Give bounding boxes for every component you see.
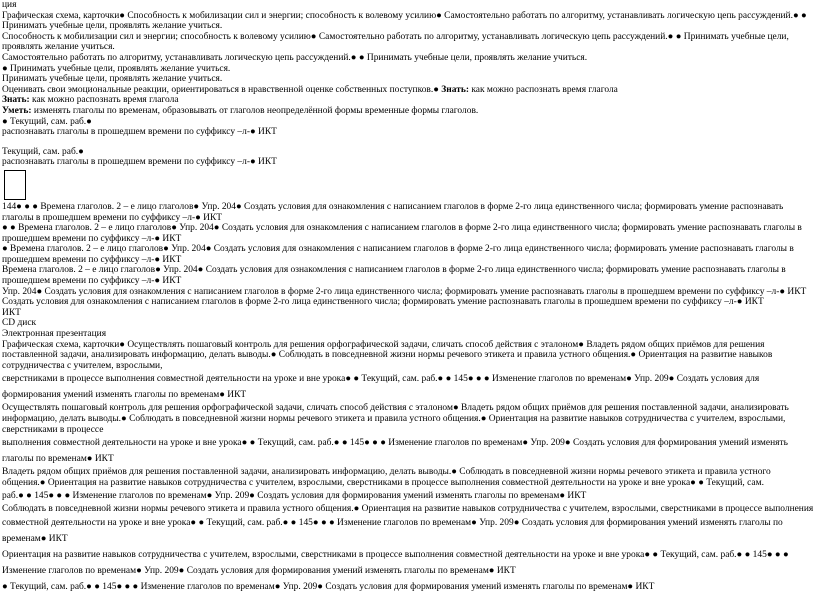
text-line: Графическая схема, карточки● Осуществлять пошаговый контроль для решения орфографической задачи, сличать способ действия с эталоном● Владеть рядом общих приёмов для решения поставленной задачи, анализировать информацию, делать выводы.● Соблюдать в повседневной жизни нормы речевого этикета и правила устного общения.● Ориентация на развитие навыков сотрудничества с учителем, взрослыми, — [2, 339, 773, 371]
text-line: ● Текущий, сам. раб.● ● 145● ● ● Изменение глаголов по временам● Упр. 209● Создать условия для формирования умений изменять глаголы по временам● ИКТ — [2, 581, 655, 592]
znat-label: Знать: — [2, 95, 30, 106]
text-line: Способность к мобилизации сил и энергии; способность к волевому усилию● Самостоятельно работать по алгоритму, устанавливать логическую цепь рассуждений.● ● Принимать учебные цели, проявлять желание учиться. — [2, 31, 789, 53]
text-line: Принимать учебные цели, проявлять желание учиться. — [2, 74, 223, 85]
text-line: Текущий, сам. раб.● — [2, 146, 84, 157]
text-line: ИКТ — [2, 307, 21, 318]
text-line: совместной деятельности на уроке и вне урока● ● Текущий, сам. раб.● ● 145● ● ● Изменение глаголов по временам● Упр. 209● Создать условия для формирования умений изменять глаголы по временам● ИКТ — [2, 517, 783, 544]
text-line: Соблюдать в повседневной жизни нормы речевого этикета и правила устного общения.● Ориентация на развитие навыков сотрудничества с учителем, взрослыми, сверстниками в процессе выполнения — [2, 504, 814, 515]
text-line: CD диск — [2, 318, 37, 329]
umet-label: Уметь: — [2, 105, 32, 116]
empty-cell-box — [4, 170, 26, 200]
text-line: сверстниками в процессе выполнения совместной деятельности на уроке и вне урока● ● Текущий, сам. раб.● ● 145● ● ● Изменение глаголов по временам● Упр. 209● Создать условия для формирования умений изменять глаголы по временам● ИКТ — [2, 374, 760, 401]
text-line: распознавать глаголы в прошедшем времени по суффиксу –л-● ИКТ — [2, 157, 277, 168]
znat-text: как можно распознать время глагола — [29, 95, 179, 106]
text-line: Создать условия для ознакомления с написанием глаголов в форме 2-го лица единственного числа; формировать умение распознавать глаголы в прошедшем времени по суффиксу –л-● ИКТ — [2, 297, 764, 308]
text-line: распознавать глаголы в прошедшем времени по суффиксу –л-● ИКТ — [2, 127, 277, 138]
text-line: раб.● ● 145● ● ● Изменение глаголов по временам● Упр. 209● Создать условия для формирования умений изменять глаголы по временам● ИКТ — [2, 491, 587, 502]
text-line: Самостоятельно работать по алгоритму, устанавливать логическую цепь рассуждений.● ● Принимать учебные цели, проявлять желание учиться. — [2, 52, 588, 63]
text-line: Владеть рядом общих приёмов для решения поставленной задачи, анализировать информацию, делать выводы.● Соблюдать в повседневной жизни нормы речевого этикета и правила устного общения.● Ориентация на развитие навыков сотрудничества с учителем, взрослыми, сверстниками в процессе выполнения совместной деятельности на уроке и вне урока● ● Текущий, сам. — [2, 467, 771, 488]
text-fragment: Оценивать свои эмоциональные реакции, ориентироваться в нравственной оценке собственных поступков.● — [2, 84, 439, 95]
znat-inline-label: Знать: — [441, 84, 469, 95]
text-line: Ориентация на развитие навыков сотрудничества с учителем, взрослыми, сверстниками в процессе выполнения совместной деятельности на уроке и вне урока● ● Текущий, сам. раб.● ● 145● ● ● Изменение глаголов по временам● Упр. 209● Создать условия для формирования умений изменять глаголы по временам● ИКТ — [2, 549, 789, 576]
znat-line — [2, 95, 814, 106]
text-line: ● Текущий, сам. раб.● — [2, 116, 92, 127]
text-line: выполнения совместной деятельности на уроке и вне урока● ● Текущий, сам. раб.● ● 145● ● ● Изменение глаголов по временам● Упр. 209● Создать условия для формирования умений изменять глаголы по временам● ИКТ — [2, 438, 788, 465]
text-line: ● ● Времена глаголов. 2 – е лицо глаголов● Упр. 204● Создать условия для ознакомления с написанием глаголов в форме 2-го лица единственного числа; формировать умение распознавать глаголы в прошедшем времени по суффиксу –л-● ИКТ — [2, 223, 802, 244]
text-line: ● Времена глаголов. 2 – е лицо глаголов● Упр. 204● Создать условия для ознакомления с написанием глаголов в форме 2-го лица единственного числа; формировать умение распознавать глаголы в прошедшем времени по суффиксу –л-● ИКТ — [2, 244, 794, 265]
text-line-with-znat — [2, 85, 814, 96]
text-line: Осуществлять пошаговый контроль для решения орфографической задачи, сличать способ действия с эталоном● Владеть рядом общих приёмов для решения поставленной задачи, анализировать информацию, делать выводы.● Соблюдать в повседневной жизни нормы речевого этикета и правила устного общения.● Ориентация на развитие навыков сотрудничества с учителем, взрослыми, сверстниками в процессе — [2, 403, 789, 435]
text-line: Времена глаголов. 2 – е лицо глаголов● Упр. 204● Создать условия для ознакомления с написанием глаголов в форме 2-го лица единственного числа; формировать умение распознавать глаголы в прошедшем времени по суффиксу –л-● ИКТ — [2, 265, 786, 287]
text-line: 144● ● ● Времена глаголов. 2 – е лицо глаголов● Упр. 204● Создать условия для ознакомления с написанием глаголов в форме 2-го лица единственного числа; формировать умение распознавать глаголы в прошедшем времени по суффиксу –л-● ИКТ — [2, 201, 784, 223]
text-line: Графическая схема, карточки● Способность к мобилизации сил и энергии; способность к волевому усилию● Самостоятельно работать по алгоритму, устанавливать логическую цепь рассуждений.● ● Принимать учебные цели, проявлять желание учиться. — [2, 10, 807, 32]
text-line: Упр. 204● Создать условия для ознакомления с написанием глаголов в форме 2-го лица единственного числа; формировать умение распознавать глаголы в прошедшем времени по суффиксу –л-● ИКТ — [2, 286, 807, 297]
umet-line — [2, 106, 814, 117]
text-line: ● Принимать учебные цели, проявлять желание учиться. — [2, 63, 231, 74]
umet-text: изменять глаголы по временам, образовывать от глаголов неопределённой формы временные формы глаголов. — [31, 105, 479, 116]
spacer — [2, 138, 814, 147]
text-line: ция — [2, 0, 17, 10]
znat-inline-text: как можно распознать время глагола — [468, 84, 618, 95]
text-line: Электронная презентация — [2, 329, 107, 340]
